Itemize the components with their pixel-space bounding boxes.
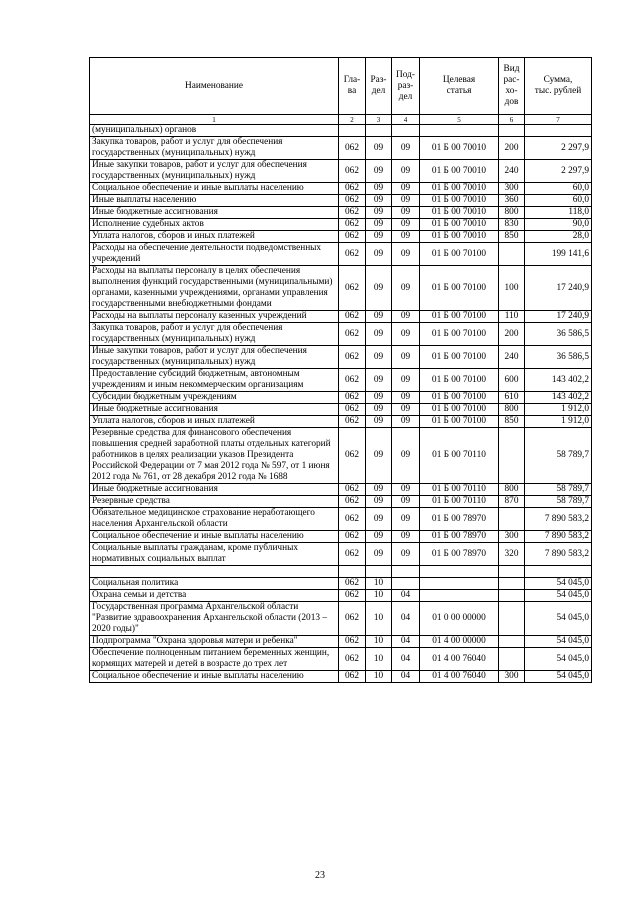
row-name-cell: Социальные выплаты гражданам, кроме публичных нормативных социальных выплат xyxy=(90,543,339,566)
table-row xyxy=(90,195,592,207)
column-number: 5 xyxy=(420,115,499,125)
table-row xyxy=(90,578,592,590)
row-summa-cell: 17 240,9 xyxy=(525,311,592,323)
row-celevaya-statya-cell: 01 Б 00 70100 xyxy=(420,369,499,392)
table-body xyxy=(90,125,592,683)
row-glava-cell: 062 xyxy=(339,428,366,484)
row-podrazdel-cell: 04 xyxy=(392,590,420,602)
row-name-cell: Социальное обеспечение и иные выплаты населению xyxy=(90,531,339,543)
row-razdel-cell: 09 xyxy=(366,231,392,243)
row-glava-cell: 062 xyxy=(339,496,366,508)
row-celevaya-statya-cell: 01 Б 00 70100 xyxy=(420,404,499,416)
row-razdel-cell: 10 xyxy=(366,602,392,636)
header-name: Наименование xyxy=(90,58,339,115)
row-summa-cell xyxy=(525,566,592,578)
row-glava-cell: 062 xyxy=(339,531,366,543)
row-celevaya-statya-cell: 01 Б 00 70100 xyxy=(420,346,499,369)
row-celevaya-statya-cell: 01 Б 00 70010 xyxy=(420,160,499,183)
row-celevaya-statya-cell: 01 Б 00 70110 xyxy=(420,484,499,496)
row-glava-cell: 062 xyxy=(339,231,366,243)
row-vid-rashodov-cell: 110 xyxy=(499,311,525,323)
row-vid-rashodov-cell: 320 xyxy=(499,543,525,566)
row-glava-cell: 062 xyxy=(339,311,366,323)
row-razdel-cell: 09 xyxy=(366,392,392,404)
row-summa-cell: 1 912,0 xyxy=(525,416,592,428)
row-summa-cell: 60,0 xyxy=(525,183,592,195)
row-name-cell: Социальное обеспечение и иные выплаты населению xyxy=(90,671,339,683)
table-row xyxy=(90,125,592,137)
row-celevaya-statya-cell: 01 Б 00 70010 xyxy=(420,137,499,160)
row-glava-cell: 062 xyxy=(339,484,366,496)
row-celevaya-statya-cell: 01 Б 00 70100 xyxy=(420,266,499,311)
table-row xyxy=(90,648,592,671)
row-summa-cell: 54 045,0 xyxy=(525,578,592,590)
row-vid-rashodov-cell: 300 xyxy=(499,531,525,543)
table-row xyxy=(90,207,592,219)
row-podrazdel-cell: 04 xyxy=(392,671,420,683)
row-vid-rashodov-cell xyxy=(499,578,525,590)
row-glava-cell: 062 xyxy=(339,648,366,671)
row-name-cell: Обеспечение полноценным питанием беременных женщин, кормящих матерей и детей в возрасте до трех лет xyxy=(90,648,339,671)
table-row xyxy=(90,602,592,636)
row-glava-cell: 062 xyxy=(339,636,366,648)
row-celevaya-statya-cell: 01 Б 00 78970 xyxy=(420,531,499,543)
table-row xyxy=(90,484,592,496)
row-vid-rashodov-cell: 600 xyxy=(499,369,525,392)
row-name-cell: Государственная программа Архангельской области "Развитие здравоохранения Архангельской области (2013 – 2020 годы)" xyxy=(90,602,339,636)
header-glava: Гла- ва xyxy=(339,58,366,115)
row-glava-cell: 062 xyxy=(339,323,366,346)
row-glava-cell: 062 xyxy=(339,207,366,219)
row-razdel-cell: 09 xyxy=(366,195,392,207)
row-razdel-cell: 09 xyxy=(366,484,392,496)
row-summa-cell: 7 890 583,2 xyxy=(525,531,592,543)
row-razdel-cell: 09 xyxy=(366,404,392,416)
row-razdel-cell: 09 xyxy=(366,543,392,566)
row-celevaya-statya-cell: 01 4 00 76040 xyxy=(420,671,499,683)
row-glava-cell: 062 xyxy=(339,578,366,590)
row-podrazdel-cell: 09 xyxy=(392,543,420,566)
row-podrazdel-cell: 09 xyxy=(392,392,420,404)
table-row xyxy=(90,508,592,531)
row-summa-cell: 90,0 xyxy=(525,219,592,231)
row-vid-rashodov-cell xyxy=(499,648,525,671)
row-celevaya-statya-cell: 01 Б 00 78970 xyxy=(420,508,499,531)
row-vid-rashodov-cell: 850 xyxy=(499,231,525,243)
row-name-cell xyxy=(90,566,339,578)
row-name-cell: Подпрограмма "Охрана здоровья матери и ребенка" xyxy=(90,636,339,648)
table-row xyxy=(90,404,592,416)
table-row xyxy=(90,428,592,484)
row-name-cell: Социальная политика xyxy=(90,578,339,590)
table-row xyxy=(90,219,592,231)
row-glava-cell: 062 xyxy=(339,602,366,636)
row-glava-cell: 062 xyxy=(339,416,366,428)
column-number: 4 xyxy=(392,115,420,125)
table-row xyxy=(90,137,592,160)
row-name-cell: Иные бюджетные ассигнования xyxy=(90,404,339,416)
table-row xyxy=(90,531,592,543)
row-vid-rashodov-cell: 870 xyxy=(499,496,525,508)
row-vid-rashodov-cell xyxy=(499,636,525,648)
row-razdel-cell: 09 xyxy=(366,346,392,369)
row-name-cell: Социальное обеспечение и иные выплаты населению xyxy=(90,183,339,195)
row-vid-rashodov-cell: 300 xyxy=(499,183,525,195)
row-celevaya-statya-cell: 01 Б 00 70110 xyxy=(420,428,499,484)
row-razdel-cell: 09 xyxy=(366,160,392,183)
column-number: 3 xyxy=(366,115,392,125)
row-vid-rashodov-cell: 800 xyxy=(499,207,525,219)
row-vid-rashodov-cell: 300 xyxy=(499,671,525,683)
row-summa-cell: 58 789,7 xyxy=(525,484,592,496)
column-number: 2 xyxy=(339,115,366,125)
row-glava-cell: 062 xyxy=(339,671,366,683)
row-summa-cell xyxy=(525,125,592,137)
row-razdel-cell: 09 xyxy=(366,207,392,219)
row-name-cell: Резервные средства для финансового обеспечения повышения средней заработной платы отдельных категорий работников в целях реализации указов Президента Российской Федерации от 7 мая 2012 года № 597, от 1 июня 2012 года № 761, от 28 декабря 2012 года № 1688 xyxy=(90,428,339,484)
row-summa-cell: 54 045,0 xyxy=(525,671,592,683)
row-name-cell: Расходы на выплаты персоналу казенных учреждений xyxy=(90,311,339,323)
row-podrazdel-cell: 09 xyxy=(392,137,420,160)
row-podrazdel-cell: 09 xyxy=(392,323,420,346)
row-vid-rashodov-cell xyxy=(499,243,525,266)
row-name-cell: (муниципальных) органов xyxy=(90,125,339,137)
header-razdel: Раз- дел xyxy=(366,58,392,115)
row-celevaya-statya-cell: 01 Б 00 70010 xyxy=(420,183,499,195)
row-celevaya-statya-cell: 01 Б 00 70110 xyxy=(420,496,499,508)
row-razdel-cell: 10 xyxy=(366,648,392,671)
row-summa-cell: 36 586,5 xyxy=(525,346,592,369)
row-razdel-cell xyxy=(366,125,392,137)
row-podrazdel-cell: 09 xyxy=(392,160,420,183)
header-vid-rashodov: Вид рас- хо- дов xyxy=(499,58,525,115)
row-glava-cell: 062 xyxy=(339,346,366,369)
column-number-row xyxy=(90,115,592,125)
row-podrazdel-cell: 04 xyxy=(392,648,420,671)
row-glava-cell: 062 xyxy=(339,137,366,160)
row-podrazdel-cell: 04 xyxy=(392,636,420,648)
row-name-cell: Закупка товаров, работ и услуг для обеспечения государственных (муниципальных) нужд xyxy=(90,323,339,346)
table-header xyxy=(90,58,592,125)
row-glava-cell: 062 xyxy=(339,266,366,311)
row-podrazdel-cell: 09 xyxy=(392,219,420,231)
page-number: 23 xyxy=(315,870,325,881)
header-row xyxy=(90,58,592,115)
row-celevaya-statya-cell: 01 Б 00 78970 xyxy=(420,543,499,566)
row-glava-cell: 062 xyxy=(339,590,366,602)
row-vid-rashodov-cell xyxy=(499,125,525,137)
table-row xyxy=(90,266,592,311)
row-summa-cell: 54 045,0 xyxy=(525,590,592,602)
row-name-cell: Иные выплаты населению xyxy=(90,195,339,207)
row-glava-cell: 062 xyxy=(339,508,366,531)
row-celevaya-statya-cell: 01 Б 00 70010 xyxy=(420,195,499,207)
row-celevaya-statya-cell: 01 Б 00 70100 xyxy=(420,243,499,266)
row-name-cell: Уплата налогов, сборов и иных платежей xyxy=(90,231,339,243)
row-summa-cell: 143 402,2 xyxy=(525,369,592,392)
row-podrazdel-cell: 09 xyxy=(392,231,420,243)
row-celevaya-statya-cell: 01 Б 00 70100 xyxy=(420,392,499,404)
header-celevaya-statya: Целевая статья xyxy=(420,58,499,115)
row-razdel-cell: 10 xyxy=(366,578,392,590)
row-summa-cell: 54 045,0 xyxy=(525,636,592,648)
row-celevaya-statya-cell: 01 Б 00 70010 xyxy=(420,207,499,219)
row-razdel-cell: 10 xyxy=(366,590,392,602)
row-glava-cell: 062 xyxy=(339,369,366,392)
row-summa-cell: 143 402,2 xyxy=(525,392,592,404)
row-vid-rashodov-cell: 200 xyxy=(499,137,525,160)
row-vid-rashodov-cell xyxy=(499,566,525,578)
table-row-spacer xyxy=(90,566,592,578)
row-podrazdel-cell: 09 xyxy=(392,195,420,207)
row-glava-cell: 062 xyxy=(339,160,366,183)
row-glava-cell: 062 xyxy=(339,195,366,207)
row-glava-cell: 062 xyxy=(339,219,366,231)
row-podrazdel-cell: 09 xyxy=(392,266,420,311)
row-glava-cell: 062 xyxy=(339,183,366,195)
row-podrazdel-cell: 09 xyxy=(392,508,420,531)
row-podrazdel-cell: 09 xyxy=(392,404,420,416)
row-vid-rashodov-cell: 800 xyxy=(499,404,525,416)
row-summa-cell: 58 789,7 xyxy=(525,496,592,508)
row-vid-rashodov-cell: 800 xyxy=(499,484,525,496)
table-row xyxy=(90,231,592,243)
row-name-cell: Закупка товаров, работ и услуг для обеспечения государственных (муниципальных) нужд xyxy=(90,137,339,160)
row-vid-rashodov-cell: 240 xyxy=(499,346,525,369)
column-number: 6 xyxy=(499,115,525,125)
row-glava-cell: 062 xyxy=(339,243,366,266)
row-podrazdel-cell: 09 xyxy=(392,183,420,195)
row-name-cell: Иные закупки товаров, работ и услуг для обеспечения государственных (муниципальных) нужд xyxy=(90,346,339,369)
row-summa-cell: 58 789,7 xyxy=(525,428,592,484)
row-glava-cell xyxy=(339,125,366,137)
row-summa-cell: 7 890 583,2 xyxy=(525,543,592,566)
row-summa-cell: 118,0 xyxy=(525,207,592,219)
row-razdel-cell: 10 xyxy=(366,636,392,648)
row-razdel-cell: 09 xyxy=(366,137,392,160)
table-row xyxy=(90,243,592,266)
row-name-cell: Иные бюджетные ассигнования xyxy=(90,484,339,496)
row-summa-cell: 28,0 xyxy=(525,231,592,243)
row-name-cell: Охрана семьи и детства xyxy=(90,590,339,602)
row-podrazdel-cell: 09 xyxy=(392,416,420,428)
row-summa-cell: 54 045,0 xyxy=(525,602,592,636)
row-podrazdel-cell: 09 xyxy=(392,346,420,369)
row-glava-cell xyxy=(339,566,366,578)
header-podrazdel: Под- раз- дел xyxy=(392,58,420,115)
row-vid-rashodov-cell: 200 xyxy=(499,323,525,346)
row-name-cell: Исполнение судебных актов xyxy=(90,219,339,231)
table-row xyxy=(90,323,592,346)
row-celevaya-statya-cell: 01 0 00 00000 xyxy=(420,602,499,636)
row-podrazdel-cell: 09 xyxy=(392,207,420,219)
row-razdel-cell: 09 xyxy=(366,369,392,392)
row-vid-rashodov-cell: 610 xyxy=(499,392,525,404)
row-celevaya-statya-cell: 01 Б 00 70100 xyxy=(420,323,499,346)
row-podrazdel-cell xyxy=(392,566,420,578)
row-summa-cell: 7 890 583,2 xyxy=(525,508,592,531)
row-celevaya-statya-cell: 01 4 00 76040 xyxy=(420,648,499,671)
table-row xyxy=(90,496,592,508)
row-vid-rashodov-cell xyxy=(499,590,525,602)
row-celevaya-statya-cell xyxy=(420,566,499,578)
row-summa-cell: 54 045,0 xyxy=(525,648,592,671)
table-row xyxy=(90,311,592,323)
row-glava-cell: 062 xyxy=(339,392,366,404)
row-razdel-cell: 09 xyxy=(366,266,392,311)
row-razdel-cell: 09 xyxy=(366,323,392,346)
row-vid-rashodov-cell: 360 xyxy=(499,195,525,207)
row-vid-rashodov-cell xyxy=(499,602,525,636)
row-razdel-cell: 10 xyxy=(366,671,392,683)
row-razdel-cell: 09 xyxy=(366,243,392,266)
row-summa-cell: 60,0 xyxy=(525,195,592,207)
row-glava-cell: 062 xyxy=(339,404,366,416)
row-celevaya-statya-cell: 01 Б 00 70100 xyxy=(420,311,499,323)
row-celevaya-statya-cell: 01 Б 00 70100 xyxy=(420,416,499,428)
budget-table xyxy=(89,57,592,683)
row-razdel-cell: 09 xyxy=(366,311,392,323)
row-name-cell: Расходы на обеспечение деятельности подведомственных учреждений xyxy=(90,243,339,266)
row-vid-rashodov-cell xyxy=(499,428,525,484)
row-summa-cell: 1 912,0 xyxy=(525,404,592,416)
row-name-cell: Расходы на выплаты персоналу в целях обеспечения выполнения функций государственными (муниципальными) органами, казенными учреждениями, органами управления государственными внебюджетными фондами xyxy=(90,266,339,311)
row-summa-cell: 2 297,9 xyxy=(525,137,592,160)
row-razdel-cell: 09 xyxy=(366,496,392,508)
row-razdel-cell: 09 xyxy=(366,416,392,428)
row-razdel-cell: 09 xyxy=(366,183,392,195)
table-row xyxy=(90,369,592,392)
row-razdel-cell: 09 xyxy=(366,428,392,484)
row-vid-rashodov-cell: 100 xyxy=(499,266,525,311)
column-number: 7 xyxy=(525,115,592,125)
row-vid-rashodov-cell: 830 xyxy=(499,219,525,231)
row-glava-cell: 062 xyxy=(339,543,366,566)
row-podrazdel-cell: 09 xyxy=(392,369,420,392)
row-summa-cell: 36 586,5 xyxy=(525,323,592,346)
table-row xyxy=(90,392,592,404)
row-name-cell: Обязательное медицинское страхование неработающего населения Архангельской области xyxy=(90,508,339,531)
table-row xyxy=(90,183,592,195)
table-row xyxy=(90,636,592,648)
table-row xyxy=(90,346,592,369)
header-summa: Сумма, тыс. рублей xyxy=(525,58,592,115)
row-podrazdel-cell: 09 xyxy=(392,531,420,543)
row-podrazdel-cell xyxy=(392,125,420,137)
row-celevaya-statya-cell: 01 4 00 00000 xyxy=(420,636,499,648)
row-summa-cell: 199 141,6 xyxy=(525,243,592,266)
row-celevaya-statya-cell xyxy=(420,125,499,137)
row-podrazdel-cell: 09 xyxy=(392,496,420,508)
row-celevaya-statya-cell xyxy=(420,590,499,602)
row-celevaya-statya-cell: 01 Б 00 70010 xyxy=(420,219,499,231)
table-row xyxy=(90,543,592,566)
row-podrazdel-cell: 09 xyxy=(392,484,420,496)
row-podrazdel-cell: 09 xyxy=(392,428,420,484)
row-podrazdel-cell: 09 xyxy=(392,243,420,266)
row-podrazdel-cell xyxy=(392,578,420,590)
row-celevaya-statya-cell: 01 Б 00 70010 xyxy=(420,231,499,243)
row-razdel-cell xyxy=(366,566,392,578)
column-number: 1 xyxy=(90,115,339,125)
row-summa-cell: 17 240,9 xyxy=(525,266,592,311)
table-row xyxy=(90,416,592,428)
row-vid-rashodov-cell: 850 xyxy=(499,416,525,428)
row-name-cell: Субсидии бюджетным учреждениям xyxy=(90,392,339,404)
row-podrazdel-cell: 04 xyxy=(392,602,420,636)
row-name-cell: Уплата налогов, сборов и иных платежей xyxy=(90,416,339,428)
row-razdel-cell: 09 xyxy=(366,508,392,531)
row-razdel-cell: 09 xyxy=(366,219,392,231)
table-row xyxy=(90,590,592,602)
table-row xyxy=(90,671,592,683)
row-razdel-cell: 09 xyxy=(366,531,392,543)
row-vid-rashodov-cell xyxy=(499,508,525,531)
row-name-cell: Резервные средства xyxy=(90,496,339,508)
row-name-cell: Иные закупки товаров, работ и услуг для обеспечения государственных (муниципальных) нужд xyxy=(90,160,339,183)
row-podrazdel-cell: 09 xyxy=(392,311,420,323)
row-vid-rashodov-cell: 240 xyxy=(499,160,525,183)
table-row xyxy=(90,160,592,183)
row-summa-cell: 2 297,9 xyxy=(525,160,592,183)
row-name-cell: Иные бюджетные ассигнования xyxy=(90,207,339,219)
row-name-cell: Предоставление субсидий бюджетным, автономным учреждениям и иным некоммерческим организациям xyxy=(90,369,339,392)
row-celevaya-statya-cell xyxy=(420,578,499,590)
